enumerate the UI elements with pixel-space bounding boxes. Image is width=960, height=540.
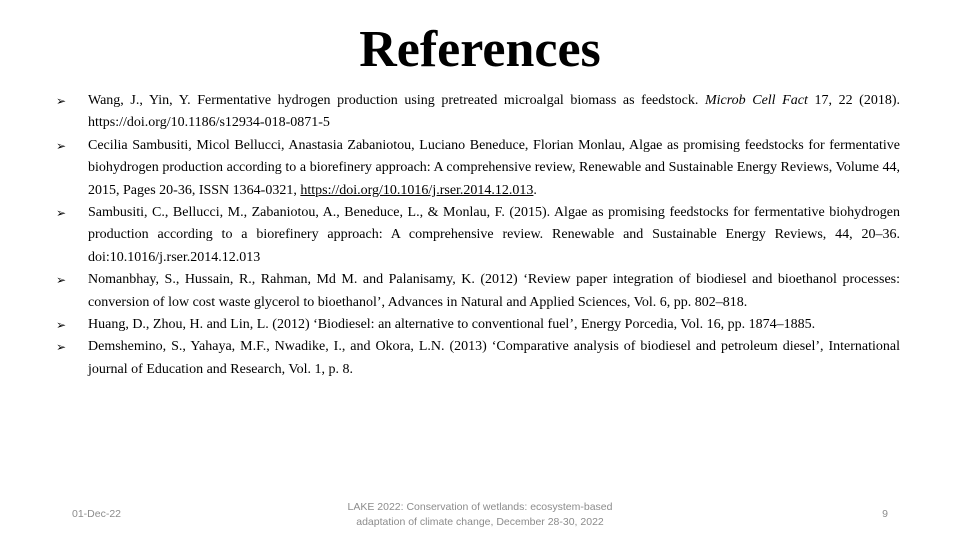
footer-date: 01-Dec-22 — [72, 508, 122, 520]
reference-text: Nomanbhay, S., Hussain, R., Rahman, Md M. and Palanisamy, K. (2012) ‘Review paper integration of biodiesel and bioethanol processes: conversion of low cost waste glycerol to bioethanol’, Advances in Natural and Applied Sciences, Vol. 6, pp. 802–818. — [88, 272, 900, 310]
arrow-bullet-icon: ➢ — [56, 138, 67, 153]
reference-item — [56, 269, 900, 314]
footer-event — [300, 500, 660, 530]
arrow-bullet-icon: ➢ — [56, 206, 67, 221]
reference-item — [56, 336, 900, 381]
footer-event-line: adaptation of climate change, December 28-30, 2022 — [356, 516, 604, 528]
slide-number: 9 — [882, 508, 888, 520]
arrow-bullet-icon: ➢ — [56, 340, 67, 355]
reference-list — [56, 90, 900, 381]
reference-text: . — [533, 182, 537, 198]
arrow-bullet-icon: ➢ — [56, 94, 67, 108]
reference-text: Demshemino, S., Yahaya, M.F., Nwadike, I., and Okora, L.N. (2013) ‘Comparative analysis of biodiesel and petroleum diesel’, International journal of Education and Research, Vol. 1, p. 8. — [88, 339, 900, 377]
reference-item — [56, 135, 900, 202]
arrow-bullet-icon: ➢ — [56, 273, 67, 288]
arrow-bullet-icon: ➢ — [56, 318, 67, 333]
reference-item — [56, 314, 900, 336]
reference-text: 17, 22 (2018). https://doi.org/10.1186/s12934-018-0871-5 — [88, 93, 900, 131]
slide-title: References — [359, 21, 601, 78]
reference-text: Wang, J., Yin, Y. Fermentative hydrogen production using pretreated microalgal biomass as feedstock. — [88, 93, 705, 108]
reference-doi-link[interactable]: https://doi.org/10.1016/j.rser.2014.12.013 — [300, 182, 534, 198]
footer-event-line: LAKE 2022: Conservation of wetlands: ecosystem-based — [347, 501, 613, 513]
reference-text: Huang, D., Zhou, H. and Lin, L. (2012) ‘Biodiesel: an alternative to conventional fuel’, Energy Porcedia, Vol. 16, pp. 1874–1885. — [88, 317, 816, 333]
reference-text: Sambusiti, C., Bellucci, M., Zabaniotou, A., Beneduce, L., & Monlau, F. (2015). Algae as promising feedstocks for fermentative biohydrogen production according to a biorefinery approach: A comprehensive review. Renewable and Sustainable Energy Reviews, 44, 20–36. doi:10.1016/j.rser.2014.12.013 — [88, 205, 900, 265]
reference-item — [56, 202, 900, 269]
reference-item — [56, 90, 900, 135]
reference-text: Cecilia Sambusiti, Micol Bellucci, Anastasia Zabaniotou, Luciano Beneduce, Florian Monlau, Algae as promising feedstocks for fermentative biohydrogen production according to a biorefinery approach: A comprehensive review, Renewable and Sustainable Energy Reviews, Volume 44, 2015, Pages 20-36, ISSN 1364-0321, — [88, 137, 900, 198]
reference-journal: Microb Cell Fact — [704, 93, 808, 108]
